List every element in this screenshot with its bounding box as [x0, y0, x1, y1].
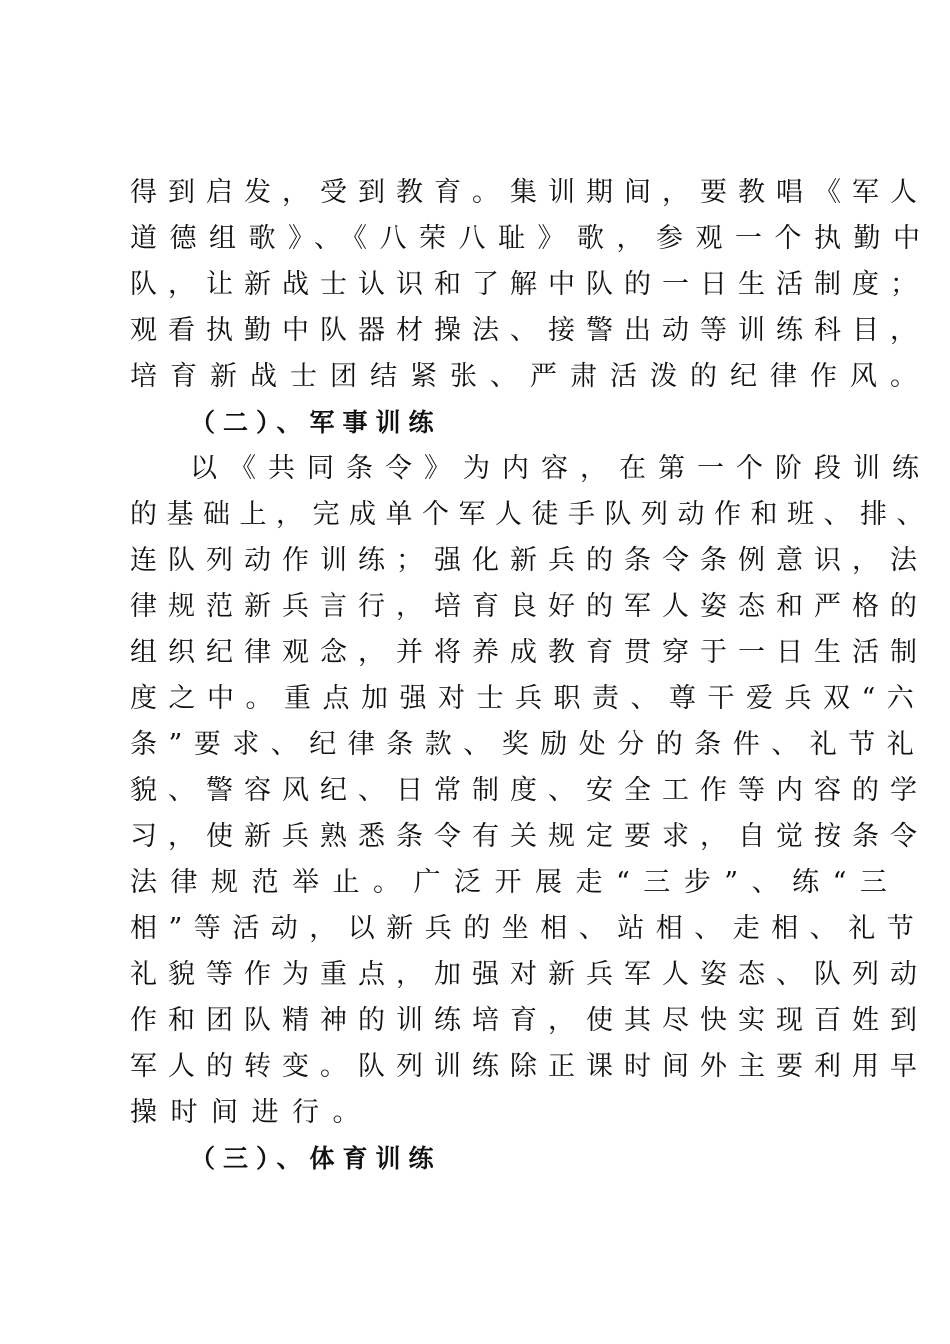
section-heading-physical-training: （三）、体育训练: [190, 1144, 442, 1173]
paragraph-line: 观看执勤中队器材操法、接警出动等训练科目，: [130, 315, 928, 346]
paragraph-line: 相”等活动，以新兵的坐相、站相、走相、礼节: [130, 913, 926, 944]
paragraph-line: 组织纪律观念，并将养成教育贯穿于一日生活制: [130, 637, 928, 668]
paragraph-line: 操时间进行。: [130, 1097, 373, 1128]
paragraph-line: 军人的转变。队列训练除正课时间外主要利用早: [130, 1051, 928, 1082]
paragraph-line: 礼貌等作为重点，加强对新兵军人姿态、队列动: [130, 959, 928, 990]
paragraph-line: 的基础上，完成单个军人徒手队列动作和班、排、: [130, 499, 933, 530]
paragraph-line: 得到启发，受到教育。集训期间，要教唱《军人: [130, 177, 928, 208]
paragraph-line: 条”要求、纪律条款、奖励处分的条件、礼节礼: [130, 729, 926, 760]
paragraph-line: 律规范新兵言行，培育良好的军人姿态和严格的: [130, 591, 928, 622]
paragraph-line: 法律规范举止。广泛开展走“三步”、练“三: [130, 867, 901, 898]
paragraph-line: 队，让新战士认识和了解中队的一日生活制度；: [130, 269, 928, 300]
paragraph-line: 度之中。重点加强对士兵职责、尊干爱兵双“六: [130, 683, 926, 714]
section-heading-military-training: （二）、军事训练: [190, 408, 442, 437]
paragraph-line: 作和团队精神的训练培育，使其尽快实现百姓到: [130, 1005, 928, 1036]
paragraph-line: 习，使新兵熟悉条令有关规定要求，自觉按条令: [130, 821, 928, 852]
paragraph-line: 道德组歌》、《八荣八耻》歌，参观一个执勤中: [130, 223, 933, 254]
paragraph-line: 以《共同条令》为内容，在第一个阶段训练: [190, 453, 931, 484]
paragraph-line: 貌、警容风纪、日常制度、安全工作等内容的学: [130, 775, 928, 806]
paragraph-line: 培育新战士团结紧张、严肃活泼的纪律作风。: [130, 361, 930, 392]
paragraph-line: 连队列动作训练；强化新兵的条令条例意识，法: [130, 545, 928, 576]
